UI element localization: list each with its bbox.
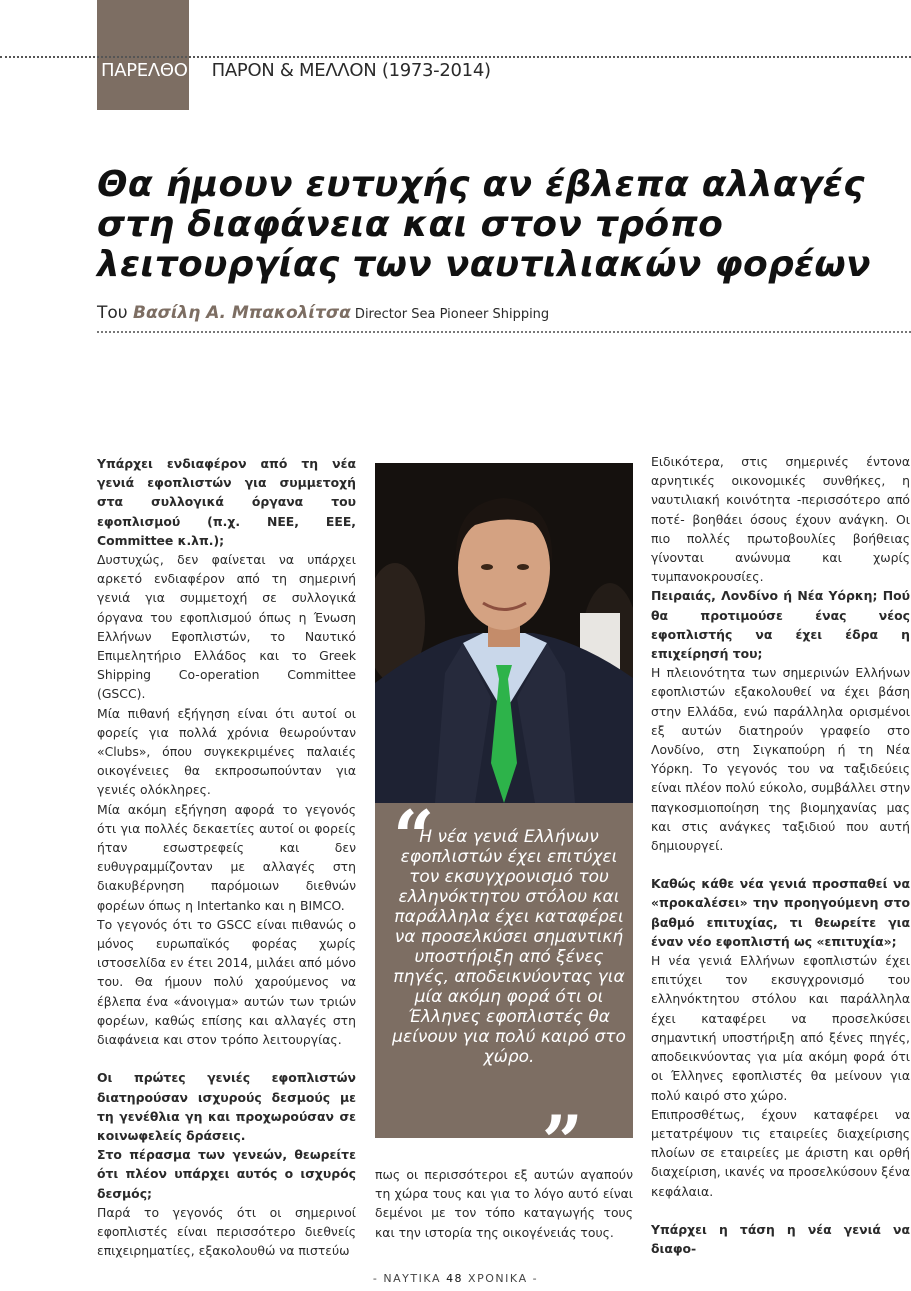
- pull-quote-text: Η νέα γενιά Ελλήνων εφοπλιστών έχει επιτύχει τον εκσυγχρονισμό του ελληνόκτητου στόλου και παράλληλα έχει καταφέρει να προσελκύσει σημαντική υποστήριξη από ξένες πηγές, αποδεικνύοντας για μία ακόμη φορά ότι οι Έλληνες εφοπλιστές θα μείνουν για πολύ καιρό στο χώρο.: [392, 827, 626, 1067]
- paragraph: Επιπροσθέτως, έχουν καταφέρει να μετατρέψουν τις εταιρείες διαχείρισης πλοίων σε εταιρείες με άριστη και ορθή διαχείριση, ικανές να προσελκύσουν ξένα κεφάλαια.: [651, 1106, 910, 1199]
- article-title: Θα ήμουν ευτυχής αν έβλεπα αλλαγές στη διαφάνεια και στον τρόπο λειτουργίας των ναυτιλιακών φορέων: [97, 164, 871, 285]
- page-number: 48: [446, 1272, 464, 1285]
- question: Καθώς κάθε νέα γενιά προσπαθεί να «προκαλέσει» την προηγούμενη στο βαθμό επιτυχίας, τι θεωρείτε για έναν νέο εφοπλιστή ως «επιτυχία»;: [651, 876, 910, 949]
- paragraph: Ειδικότερα, στις σημερινές έντονα αρνητικές οικονομικές συνθήκες, η ναυτιλιακή κοινότητα -περισσότερο από ποτέ- βοηθάει όσους έχουν ανάγκη. Οι πιο πολλές πρωτοβουλίες βοήθειας γίνονται ανώνυμα και χωρίς τυμπανοκρουσίες.: [651, 454, 910, 585]
- author-name: Βασίλη Α. Μπακολίτσα: [133, 303, 351, 323]
- paragraph: Η νέα γενιά Ελλήνων εφοπλιστών έχει επιτύχει τον εκσυγχρονισμό του ελληνόκτητου στόλου και παράλληλα έχει καταφέρει να προσελκύσει σημαντική υποστήριξη από ξένες πηγές, αποδεικνύοντας για μία ακόμη φορά ότι οι Έλληνες εφοπλιστές θα μείνουν για πολύ καιρό στο χώρο.: [651, 953, 910, 1103]
- column-3: [651, 452, 910, 1258]
- paragraph: Η πλειονότητα των σημερινών Ελλήνων εφοπλιστών εξακολουθεί να έχει βάση στην Ελλάδα, ενώ παράλληλα ορισμένοι εξ αυτών διατηρούν γραφείο στο Λονδίνο, στη Σιγκαπούρη ή τη Νέα Υόρκη. Το γεγονός του να ταξιδεύεις είναι πλέον πολύ εύκολο, συμβάλλει στην παγκοσμιοποίηση της βιομηχανίας μας και στις ανάγκες ταξιδιού που αυτή δημιουργεί.: [651, 665, 910, 854]
- section-tab: [97, 0, 189, 110]
- section-label: [101, 60, 491, 81]
- question: Πειραιάς, Λονδίνο ή Νέα Υόρκη; Πού θα προτιμούσε ένας νέος εφοπλιστής να έχει έδρα η επιχείρησή του;: [651, 588, 910, 662]
- byline-prefix: Του: [97, 303, 134, 323]
- column-1: [97, 454, 356, 1260]
- portrait-photo: [375, 463, 633, 803]
- quote-close-icon: ”: [541, 1099, 583, 1184]
- question: Υπάρχει ενδιαφέρον από τη νέα γενιά εφοπλιστών για συμμετοχή στα συλλογικά όργανα του εφοπλισμού (π.χ. ΝΕΕ, ΕΕΕ, Committee κ.λπ.);: [97, 456, 356, 548]
- author-role: Director Sea Pioneer Shipping: [350, 307, 550, 322]
- section-label-suffix: ΠΑΡΟΝ & ΜΕΛΛΟΝ (1973-2014): [206, 60, 491, 81]
- question: Οι πρώτες γενιές εφοπλιστών διατηρούσαν ισχυρούς δεσμούς με τη γενέθλια γη και προχωρούσαν σε κοινωφελείς δράσεις.: [97, 1070, 356, 1143]
- footer-left: - ΝΑΥΤΙΚΑ: [372, 1272, 447, 1285]
- pull-quote: [375, 794, 633, 1184]
- paragraph: πως οι περισσότεροι εξ αυτών αγαπούν τη χώρα τους και για το λόγο αυτό είναι δεμένοι με τον τόπο καταγωγής τους και την ιστορία της οικογένειάς τους.: [375, 1167, 633, 1240]
- paragraph: Μία πιθανή εξήγηση είναι ότι αυτοί οι φορείς για πολλά χρόνια θεωρούνταν «Clubs», όπου συγκεκριμένες παλαιές οικογένειες θα εκπροσωπούνταν για γενιές ολόκληρες.: [97, 705, 356, 798]
- page-footer: [0, 1272, 911, 1285]
- quote-open-icon: “: [393, 794, 435, 879]
- footer-right: ΧΡΟΝΙΚΑ -: [463, 1272, 539, 1285]
- byline: [97, 303, 549, 323]
- paragraph: Το γεγονός ότι το GSCC είναι πιθανώς ο μόνος ευρωπαϊκός φορέας χωρίς ιστοσελίδα εν έτει 2014, μιλάει από μόνο του. Θα ήμουν πολύ χαρούμενος να έβλεπα ένα «άνοιγμα» αυτών των τριών φορέων, καθώς επίσης και αλλαγές στη διαφάνεια και στον τρόπο λειτουργίας.: [97, 916, 356, 1048]
- paragraph: Μία ακόμη εξήγηση αφορά το γεγονός ότι για πολλές δεκαετίες αυτοί οι φορείς ήταν εσωστρεφείς και δεν ευθυγραμμίζονταν με αλλαγές στη διακυβέρνηση παρόμοιων διεθνών φορέων όπως η Intertanko και η BIMCO.: [97, 801, 356, 913]
- question: Υπάρχει η τάση η νέα γενιά να διαφο-: [651, 1221, 910, 1256]
- byline-divider: [97, 331, 911, 333]
- paragraph: Παρά το γεγονός ότι οι σημερινοί εφοπλιστές είναι περισσότερο διεθνείς επιχειρηματίες, εξακολουθώ να πιστεύω: [97, 1204, 356, 1259]
- question: Στο πέρασμα των γενεών, θεωρείτε ότι πλέον υπάρχει αυτός ο ισχυρός δεσμός;: [97, 1147, 356, 1201]
- header-divider: [0, 56, 911, 58]
- paragraph: Δυστυχώς, δεν φαίνεται να υπάρχει αρκετό ενδιαφέρον από τη σημερινή γενιά για συμμετοχή σε συλλογικά όργανα του εφοπλισμού όπως η Ένωση Ελλήνων Εφοπλιστών, το Ναυτικό Επιμελητήριο Ελλάδος και το Greek Shipping Co-operation Committee (GSCC).: [97, 552, 356, 702]
- column-2: [375, 1165, 633, 1242]
- section-label-prefix: ΠΑΡΕΛΘΟΝ,: [101, 60, 207, 81]
- portrait-illustration: [375, 463, 633, 803]
